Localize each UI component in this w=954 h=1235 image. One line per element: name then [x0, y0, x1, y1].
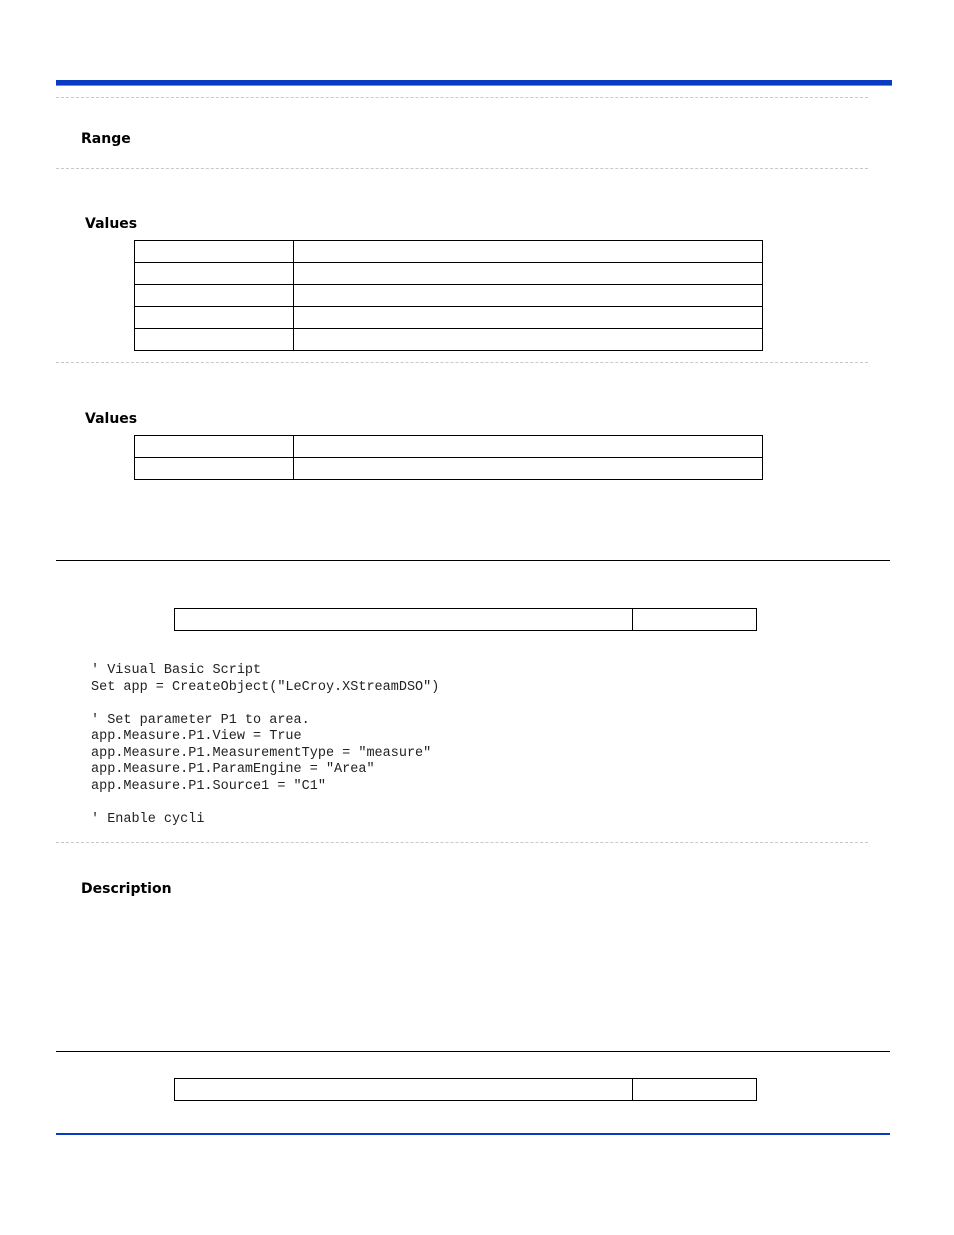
table-cell: [135, 241, 294, 263]
table-row: [135, 285, 763, 307]
range-heading: Range: [81, 131, 131, 147]
table-cell: [135, 307, 294, 329]
table-cell: [294, 458, 763, 480]
code-line: Set app = CreateObject("LeCroy.XStreamDSO"): [91, 679, 440, 695]
footer-accent-bar: [56, 1133, 890, 1135]
code-line: app.Measure.P1.MeasurementType = "measure": [91, 745, 432, 761]
section-divider: [56, 362, 868, 363]
table-cell: [294, 329, 763, 351]
values-table: [134, 435, 763, 480]
table-cell: [175, 1079, 633, 1101]
values-heading: Values: [85, 216, 138, 232]
code-line: ' Visual Basic Script: [91, 663, 262, 678]
table-cell: [633, 1079, 757, 1101]
table-row: [175, 1079, 757, 1101]
code-line: app.Measure.P1.Source1 = "C1": [91, 778, 326, 794]
table-cell: [135, 285, 294, 307]
code-line: ' Set parameter P1 to area.: [91, 712, 310, 728]
table-cell: [294, 285, 763, 307]
table-row: [135, 263, 763, 285]
section-rule: [56, 560, 890, 561]
table-row: [135, 329, 763, 351]
table-cell: [135, 329, 294, 351]
table-cell: [135, 263, 294, 285]
table-row: [135, 307, 763, 329]
code-line: app.Measure.P1.View = True: [91, 729, 302, 744]
section-rule: [56, 1051, 890, 1052]
example-header-table: [174, 608, 757, 631]
table-row: [135, 458, 763, 480]
code-line: [91, 795, 439, 812]
table-cell: [294, 436, 763, 458]
table-cell: [175, 609, 633, 631]
table-cell: [294, 241, 763, 263]
section-divider: [56, 97, 868, 98]
table-row: [135, 241, 763, 263]
code-line: [91, 696, 439, 713]
section-divider: [56, 168, 868, 169]
table-cell: [135, 436, 294, 458]
values-heading: Values: [85, 411, 138, 427]
example-header-table: [174, 1078, 757, 1101]
code-sample: [91, 663, 439, 828]
header-accent-underline: [56, 85, 892, 86]
table-cell: [294, 263, 763, 285]
section-divider: [56, 842, 868, 843]
description-heading: Description: [81, 881, 172, 897]
table-cell: [633, 609, 757, 631]
code-line: ' Enable cycli: [91, 811, 205, 827]
table-row: [175, 609, 757, 631]
table-cell: [294, 307, 763, 329]
code-line: app.Measure.P1.ParamEngine = "Area": [91, 762, 375, 777]
table-row: [135, 436, 763, 458]
values-table: [134, 240, 763, 351]
table-cell: [135, 458, 294, 480]
